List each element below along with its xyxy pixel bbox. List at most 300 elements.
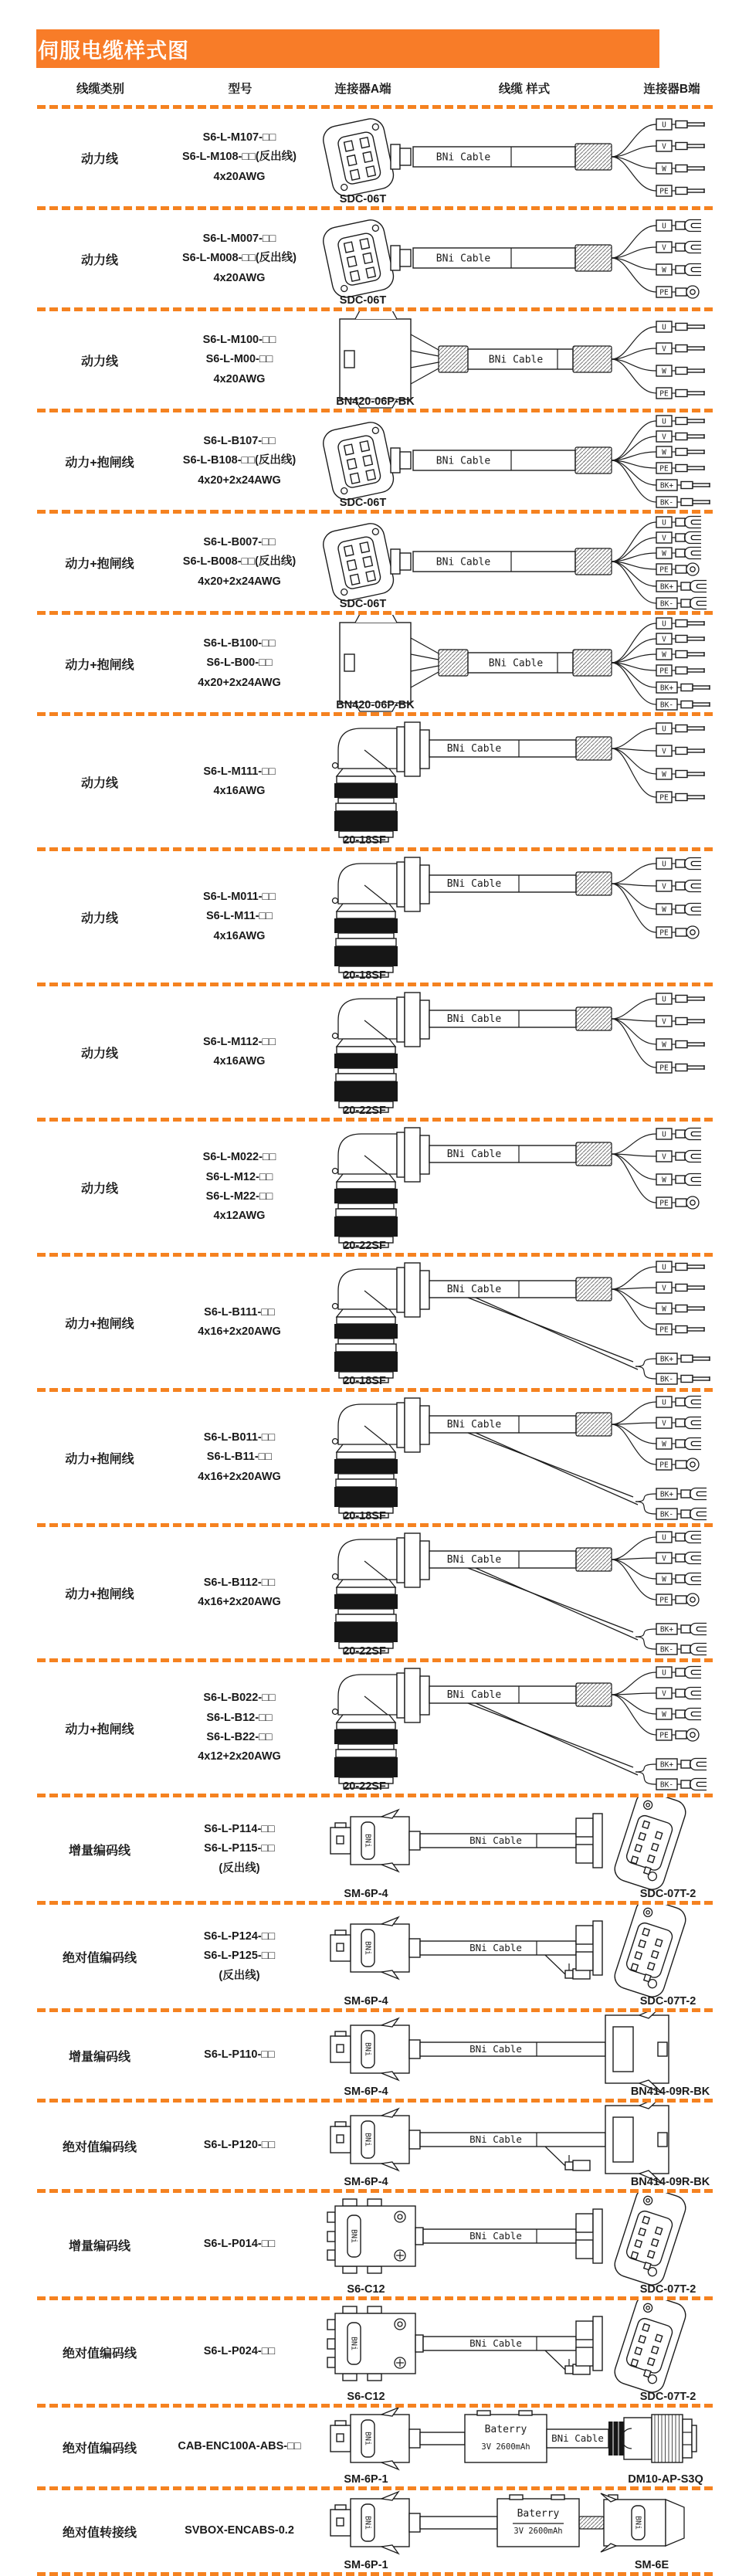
terminal-label: BK+ <box>659 684 674 693</box>
terminal <box>656 1373 710 1384</box>
model-label: 4x16+2x20AWG <box>198 1325 281 1338</box>
terminal-label: U <box>662 417 666 426</box>
connector-caption: SDC-06T <box>339 294 387 307</box>
connector-caption: SM-6E <box>634 2559 669 2571</box>
cable-diagram-svg <box>317 2408 747 2486</box>
terminal <box>656 1759 707 1770</box>
model-label: S6-L-B22-□□ <box>206 1731 273 1743</box>
cable-diagram-svg <box>317 1122 747 1253</box>
cable-diagram <box>317 1257 747 1388</box>
terminal-label: V <box>662 1689 666 1699</box>
table-row <box>37 2490 749 2572</box>
category-label: 动力+抱闸线 <box>65 456 134 470</box>
terminal <box>656 904 701 915</box>
model-label: S6-L-B108-□□(反出线) <box>182 454 297 467</box>
terminal-label: PE <box>659 667 669 676</box>
table-row <box>37 210 749 307</box>
column-header-category: 线缆类别 <box>76 83 125 96</box>
cable-diagram-svg <box>317 2193 747 2296</box>
terminal <box>656 1397 701 1408</box>
model-cell <box>162 2235 317 2254</box>
terminal <box>656 431 704 442</box>
terminal-label: V <box>662 243 666 253</box>
terminal <box>656 618 704 629</box>
terminal-label: W <box>662 1305 666 1314</box>
terminal <box>656 1779 707 1790</box>
terminal-label: BK+ <box>659 1490 674 1499</box>
connector-a-sm6p <box>330 2492 420 2554</box>
cable-diagram-svg <box>317 109 747 206</box>
cable-diagram <box>317 2300 747 2404</box>
model-label: S6-L-M011-□□ <box>202 890 276 903</box>
terminal-label: V <box>662 142 666 151</box>
table-row <box>37 311 749 409</box>
cable-label: BNi Cable <box>436 253 491 265</box>
connector-caption: 20-22SF <box>343 1645 386 1658</box>
connector-a-sdc06t <box>320 218 395 300</box>
model-label: S6-L-P124-□□ <box>203 1929 276 1943</box>
terminal-label: W <box>662 1176 666 1185</box>
battery-label: Baterry <box>517 2508 560 2520</box>
connector-a-sm6p <box>330 1917 420 1979</box>
terminal-label: U <box>662 860 666 869</box>
terminal <box>656 416 704 426</box>
connector-caption: SDC-07T-2 <box>639 2391 696 2403</box>
terminal-label: V <box>662 882 666 891</box>
model-label: S6-L-M108-□□(反出线) <box>181 151 297 164</box>
model-label: 4x20+2x24AWG <box>198 676 281 689</box>
cable-diagram <box>317 2408 747 2486</box>
category-label: 增量编码线 <box>68 1844 130 1858</box>
connector-caption: SM-6P-1 <box>344 2559 388 2571</box>
table-row <box>37 1257 749 1388</box>
terminal-label: BK+ <box>659 582 674 592</box>
terminal <box>656 463 704 473</box>
model-label: 4x20AWG <box>213 271 266 284</box>
terminal-label: BK- <box>659 701 674 710</box>
model-cell <box>162 1927 317 1986</box>
table-row <box>37 1122 749 1253</box>
terminal-label: BK+ <box>659 1355 674 1364</box>
connector-caption: 20-18SF <box>343 834 386 847</box>
cable-diagram <box>317 2103 747 2189</box>
terminal-label: PE <box>659 565 669 575</box>
battery-box <box>465 2411 547 2462</box>
brake-branch-cable <box>468 1568 638 1640</box>
terminal-label: W <box>662 165 666 174</box>
cable-diagram <box>317 615 747 712</box>
terminal-label: V <box>662 1419 666 1428</box>
table-row <box>37 2408 749 2486</box>
terminal-label: V <box>662 344 666 354</box>
terminal <box>656 141 704 151</box>
connector-caption: 20-18SF <box>343 1375 386 1387</box>
model-label: 4x16AWG <box>213 1055 266 1067</box>
model-label: S6-L-M111-□□ <box>203 765 276 778</box>
terminal <box>656 1709 701 1720</box>
category-label: 动力线 <box>80 253 118 267</box>
page-title-bar <box>36 29 659 68</box>
cable-label: BNi Cable <box>446 878 502 890</box>
model-label: S6-L-P024-□□ <box>203 2345 276 2358</box>
cable-label: BNi Cable <box>469 2043 522 2055</box>
terminal <box>656 858 701 870</box>
cable-diagram-svg <box>317 1662 747 1794</box>
cable-diagram <box>317 2193 747 2296</box>
model-label: S6-L-B112-□□ <box>203 1576 276 1589</box>
terminal-label: U <box>662 725 666 734</box>
category-label: 绝对值转接线 <box>62 2526 137 2540</box>
terminal-label: V <box>662 1152 666 1162</box>
terminal <box>656 1303 704 1314</box>
model-cell <box>162 888 317 946</box>
connector-b-dsub <box>576 2193 689 2288</box>
cable-diagram <box>317 1662 747 1794</box>
model-cell <box>162 2437 317 2456</box>
category-label: 动力线 <box>80 911 118 925</box>
model-cell <box>162 1303 317 1342</box>
cable-label: BNi Cable <box>436 556 491 568</box>
terminal <box>656 1062 704 1073</box>
model-label: S6-L-M12-□□ <box>205 1170 273 1183</box>
terminal <box>656 682 710 693</box>
connector-caption: BN420-06P-BK <box>336 395 415 408</box>
terminal-label: PE <box>659 389 669 399</box>
cable-label: BNi Cable <box>446 1689 502 1701</box>
connector-caption: 20-18SF <box>343 1510 386 1522</box>
connector-a-sdc06t <box>320 117 395 199</box>
terminal <box>656 1553 701 1564</box>
terminal <box>656 343 704 354</box>
connector-b-dsub <box>576 1797 689 1892</box>
model-label: (反出线) <box>219 1862 260 1875</box>
model-label: S6-L-B007-□□ <box>203 535 276 548</box>
model-label: S6-L-B022-□□ <box>203 1692 276 1705</box>
connector-caption: BN414-09R-BK <box>630 2176 710 2188</box>
cable-diagram <box>317 210 747 307</box>
connector-a-sdc06t <box>320 420 395 503</box>
cable-label: BNi Cable <box>446 1554 502 1566</box>
cable-label: BNi Cable <box>436 151 491 164</box>
terminal-label: W <box>662 1040 666 1050</box>
connector-caption: S6-C12 <box>347 2391 385 2403</box>
terminal-label: PE <box>659 187 669 196</box>
terminal-label: V <box>662 1554 666 1563</box>
terminal-label: V <box>662 1284 666 1293</box>
table-row <box>37 1905 749 2008</box>
terminal-label: PE <box>659 1731 669 1740</box>
cable-label: BNi Cable <box>488 354 544 366</box>
category-label: 动力+抱闸线 <box>65 557 134 571</box>
connector-caption: SDC-06T <box>339 497 387 509</box>
connector-caption: SDC-07T-2 <box>639 2283 696 2296</box>
terminal <box>656 1532 701 1543</box>
terminal-label: PE <box>659 793 669 803</box>
model-label: S6-L-M007-□□ <box>202 232 276 245</box>
terminal-label: U <box>662 1398 666 1407</box>
connector-caption: 20-22SF <box>343 1105 386 1117</box>
connector-caption: S6-C12 <box>347 2283 385 2296</box>
cable-label: BNi Cable <box>469 1834 522 1846</box>
table-row <box>37 412 749 510</box>
model-cell <box>162 1148 317 1227</box>
terminal <box>656 1016 704 1027</box>
model-label: 4x16+2x20AWG <box>198 1470 281 1483</box>
model-label: S6-L-M11-□□ <box>205 910 273 923</box>
cable-diagram-svg <box>317 986 747 1118</box>
connector-a-aviation <box>333 1128 430 1247</box>
model-cell <box>162 2045 317 2065</box>
connector-a-s6c12 <box>327 2306 423 2381</box>
terminal <box>656 881 701 892</box>
model-label: S6-L-P114-□□ <box>204 1822 275 1835</box>
connector-caption: SM-6P-4 <box>344 1995 388 2008</box>
model-label: S6-L-B00-□□ <box>206 657 273 670</box>
terminal <box>656 286 699 298</box>
model-label: 4x16AWG <box>213 785 266 797</box>
model-label: S6-L-B008-□□(反出线) <box>182 555 297 568</box>
table-row <box>37 986 749 1118</box>
terminal-label: PE <box>659 1325 669 1335</box>
cable-label: BNi Cable <box>469 1942 522 1953</box>
page-title: 伺服电缆样式图 <box>38 39 189 63</box>
terminal <box>656 1128 701 1140</box>
terminal <box>656 1196 699 1209</box>
connector-b-dm10 <box>608 2415 696 2462</box>
cable-diagram-svg <box>317 210 747 307</box>
battery-label: Baterry <box>484 2424 527 2435</box>
cable-diagram <box>317 1797 747 1901</box>
terminal <box>656 242 701 253</box>
connector-caption: 20-22SF <box>343 1240 386 1252</box>
terminal <box>656 1417 701 1429</box>
terminal <box>656 649 704 660</box>
column-header-connector-a: 连接器A端 <box>334 83 391 96</box>
cable-diagram-svg <box>317 412 747 510</box>
model-cell <box>162 2521 317 2540</box>
cable-diagram <box>317 1392 747 1523</box>
connector-a-sm6p <box>330 1810 420 1872</box>
model-cell <box>162 634 317 693</box>
category-label: 动力线 <box>80 152 118 166</box>
terminal <box>656 119 704 130</box>
model-label: S6-L-M100-□□ <box>202 333 276 346</box>
connector-caption: SDC-07T-2 <box>639 1995 696 2008</box>
category-label: 动力+抱闸线 <box>65 658 134 672</box>
model-label: 4x16+2x20AWG <box>198 1596 281 1608</box>
connector-caption: SM-6P-4 <box>344 2176 388 2188</box>
terminal <box>656 264 701 276</box>
category-label: 动力线 <box>80 1182 118 1196</box>
cable-diagram <box>317 986 747 1118</box>
cable-diagram <box>317 311 747 409</box>
terminal-label: PE <box>659 464 669 473</box>
cable-diagram-svg <box>317 1797 747 1901</box>
terminal-label: W <box>662 1440 666 1449</box>
battery-pigtail <box>545 2147 590 2170</box>
terminal <box>656 517 701 528</box>
connector-caption: SM-6P-4 <box>344 2086 388 2098</box>
terminal <box>656 532 701 544</box>
model-cell <box>162 1428 317 1487</box>
category-label: 动力+抱闸线 <box>65 1317 134 1331</box>
bni-label: BNi <box>363 2515 372 2530</box>
connector-caption: DM10-AP-S3Q <box>628 2473 703 2486</box>
table-row <box>37 2300 749 2404</box>
cable-diagram <box>317 514 747 611</box>
table-row <box>37 615 749 712</box>
model-label: CAB-ENC100A-ABS-□□ <box>178 2440 301 2453</box>
table-row <box>37 851 749 983</box>
model-label: S6-L-B11-□□ <box>206 1451 273 1464</box>
terminal <box>656 1039 704 1050</box>
cable-diagram-svg <box>317 311 747 409</box>
column-headers <box>0 68 749 105</box>
connector-caption: BN420-06P-BK <box>336 699 415 711</box>
model-label: S6-L-M112-□□ <box>202 1035 276 1048</box>
category-label: 绝对值编码线 <box>62 2442 137 2456</box>
terminal-label: W <box>662 448 666 457</box>
terminal-label: BK- <box>659 498 674 507</box>
cable-diagram-svg <box>317 514 747 611</box>
model-cell <box>162 2342 317 2361</box>
model-label: S6-L-B12-□□ <box>206 1711 273 1724</box>
cable-diagram-svg <box>317 1257 747 1388</box>
terminal-label: W <box>662 1710 666 1719</box>
terminal-label: U <box>662 1130 666 1139</box>
category-label: 动力线 <box>80 355 118 368</box>
cable-diagram <box>317 2012 747 2099</box>
bni-label: BNi <box>363 1833 372 1848</box>
terminal-label: W <box>662 266 666 275</box>
table-row <box>37 2012 749 2099</box>
model-cell <box>162 1688 317 1767</box>
model-cell <box>162 432 317 490</box>
terminal <box>656 1353 710 1364</box>
connector-a-aviation <box>333 1533 430 1653</box>
connector-a-s6c12 <box>327 2199 423 2273</box>
connector-a-sdc06t <box>320 521 395 604</box>
cable-diagram <box>317 851 747 983</box>
connector-caption: SM-6P-4 <box>344 1888 388 1900</box>
category-label: 动力+抱闸线 <box>65 1722 134 1736</box>
model-label: 4x20+2x24AWG <box>198 575 281 588</box>
terminal <box>656 365 704 376</box>
terminal-label: PE <box>659 1596 669 1605</box>
model-label: S6-L-B011-□□ <box>203 1431 276 1444</box>
terminal-label: BK- <box>659 1375 674 1384</box>
terminal <box>656 480 710 490</box>
terminal <box>656 563 699 575</box>
model-label: S6-L-B100-□□ <box>203 636 276 650</box>
terminal-label: V <box>662 1017 666 1027</box>
model-cell <box>162 229 317 288</box>
connector-b-dsub <box>576 1905 689 2000</box>
category-label: 动力线 <box>80 1047 118 1061</box>
terminal-label: BK- <box>659 1780 674 1790</box>
terminal-label: V <box>662 433 666 442</box>
cable-label: BNi Cable <box>469 2230 522 2242</box>
connector-caption: 20-22SF <box>343 1780 386 1793</box>
cable-label: BNi Cable <box>446 1419 502 1431</box>
model-label: SVBOX-ENCABS-0.2 <box>185 2524 294 2537</box>
category-label: 动力+抱闸线 <box>65 1452 134 1466</box>
terminal-label: BK+ <box>659 1625 674 1634</box>
terminal-label: U <box>662 1533 666 1543</box>
model-cell <box>162 331 317 389</box>
page <box>0 29 749 2576</box>
cable-diagram-svg <box>317 2490 747 2572</box>
model-label: 4x20AWG <box>213 372 266 385</box>
cable-label: BNi Cable <box>551 2432 604 2444</box>
connector-a-aviation <box>333 1263 430 1383</box>
cable-diagram <box>317 412 747 510</box>
terminal-label: W <box>662 905 666 915</box>
model-label: S6-L-P125-□□ <box>203 1950 276 1963</box>
cable-label: BNi Cable <box>446 1284 502 1295</box>
terminal <box>656 723 704 734</box>
cable-diagram <box>317 1905 747 2008</box>
terminal <box>656 1667 701 1678</box>
connector-caption: SM-6P-1 <box>344 2473 388 2486</box>
connector-a-aviation <box>333 993 430 1112</box>
terminal <box>656 1174 701 1186</box>
table-row <box>37 1797 749 1901</box>
terminal-label: U <box>662 120 666 130</box>
terminal-label: U <box>662 995 666 1004</box>
terminal <box>656 1509 707 1520</box>
connector-a-sm6p <box>330 2408 420 2469</box>
model-cell <box>162 1033 317 1072</box>
cable-diagram-svg <box>317 851 747 983</box>
connector-a-aviation <box>333 722 430 842</box>
terminal-label: V <box>662 534 666 543</box>
cable-diagram-svg <box>317 1527 747 1658</box>
brake-branch-cable <box>468 1703 638 1775</box>
terminal-label: BK- <box>659 1645 674 1655</box>
connector-a-sm6p <box>330 2018 420 2080</box>
bni-label: BNi <box>633 2515 642 2530</box>
model-label: 4x20AWG <box>213 170 266 183</box>
terminal-label: BK- <box>659 1510 674 1519</box>
model-label: 4x16AWG <box>213 929 266 942</box>
model-label: S6-L-P110-□□ <box>204 2048 275 2062</box>
terminal <box>656 1624 707 1635</box>
model-label: 4x12AWG <box>213 1210 266 1223</box>
terminal <box>656 446 704 457</box>
terminal-label: V <box>662 747 666 756</box>
cable-diagram-svg <box>317 1905 747 2008</box>
terminal <box>656 1324 704 1335</box>
terminal <box>656 1573 701 1585</box>
cable-diagram-svg <box>317 615 747 712</box>
connector-a-aviation <box>333 1398 430 1518</box>
terminal <box>656 581 707 592</box>
model-cell <box>162 762 317 802</box>
terminal <box>656 497 710 507</box>
terminal <box>656 1688 701 1699</box>
category-label: 动力+抱闸线 <box>65 1587 134 1601</box>
battery-box <box>497 2495 579 2547</box>
terminal <box>656 185 704 196</box>
model-label: S6-L-P120-□□ <box>203 2139 276 2152</box>
model-label: S6-L-M008-□□(反出线) <box>181 252 297 265</box>
brake-branch-cable <box>468 1433 638 1505</box>
model-cell <box>162 533 317 592</box>
terminal <box>656 598 707 609</box>
model-cell <box>162 128 317 187</box>
cable-diagram <box>317 2490 747 2572</box>
